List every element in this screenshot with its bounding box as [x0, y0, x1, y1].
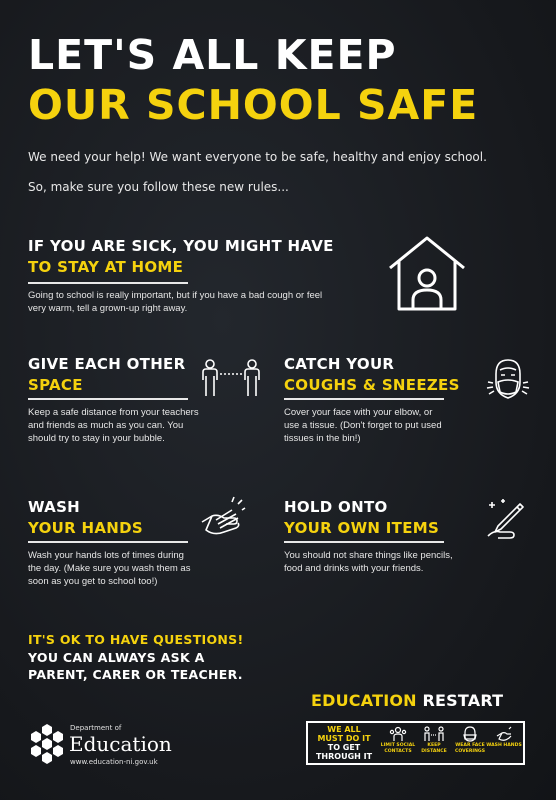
- questions-body: YOU CAN ALWAYS ASK A PARENT, CARER OR TEACHER.: [28, 650, 243, 682]
- department-label: Department of: [70, 724, 122, 732]
- hand-pencil-icon: [484, 496, 530, 542]
- badge-item-label: KEEP DISTANCE: [421, 743, 447, 754]
- sick-heading-2: TO STAY AT HOME: [28, 258, 184, 276]
- badge-item-wash-hands: [486, 726, 522, 749]
- wash-heading-2: YOUR HANDS: [28, 519, 144, 537]
- wash-body-line-3: soon as you get to school too!): [28, 576, 158, 587]
- space-body-line-3: should try to stay in your bubble.: [28, 433, 165, 444]
- badge-item-limit-contacts: [380, 726, 416, 754]
- coughs-body-line-1: Cover your face with your elbow, or: [284, 407, 433, 418]
- coughs-divider: [284, 398, 444, 400]
- items-heading-2: YOUR OWN ITEMS: [284, 519, 440, 537]
- space-divider: [28, 398, 188, 400]
- coughs-body-line-2: use a tissue. (Don't forget to put used: [284, 420, 442, 431]
- badge-slogan-line-1: WE ALL: [327, 725, 361, 734]
- badge-item-keep-distance: [416, 726, 452, 754]
- questions-heading: IT'S OK TO HAVE QUESTIONS!: [28, 632, 244, 647]
- items-divider: [284, 541, 444, 543]
- group-icon: [389, 726, 407, 742]
- sick-divider: [28, 282, 188, 284]
- space-body: [28, 406, 238, 445]
- education-restart-word-2: RESTART: [422, 691, 504, 710]
- wash-body-line-1: Wash your hands lots of times during: [28, 550, 184, 561]
- title-line-2: OUR SCHOOL SAFE: [28, 81, 479, 129]
- department-url: www.education-ni.gov.uk: [70, 758, 158, 766]
- badge-slogan-line-3: TO GET: [327, 743, 361, 752]
- washing-hands-icon: [198, 496, 246, 538]
- items-heading-1: HOLD ONTO: [284, 498, 388, 516]
- badge-item-label: WEAR FACE COVERINGS: [454, 743, 486, 754]
- campaign-badge: [306, 721, 525, 765]
- badge-slogan: [310, 725, 378, 761]
- sick-body-line-1: Going to school is really important, but if you have a bad cough or feel: [28, 290, 323, 301]
- space-heading-1: GIVE EACH OTHER: [28, 355, 186, 373]
- education-restart-word-1: EDUCATION: [311, 691, 417, 710]
- sick-heading-1: IF YOU ARE SICK, YOU MIGHT HAVE: [28, 237, 334, 255]
- coughs-heading-1: CATCH YOUR: [284, 355, 395, 373]
- items-body-line-1: You should not share things like pencils,: [284, 550, 453, 561]
- title-line-1: LET'S ALL KEEP: [28, 31, 397, 79]
- items-body-line-2: food and drinks with your friends.: [284, 563, 424, 574]
- distance-icon: [423, 726, 445, 742]
- department-name: Education: [69, 732, 172, 756]
- department-logo-icon: [28, 722, 66, 770]
- coughs-heading-2: COUGHS & SNEEZES: [284, 376, 460, 394]
- badge-slogan-line-4: THROUGH IT: [315, 752, 373, 761]
- space-heading-2: SPACE: [28, 376, 83, 394]
- wash-body: [28, 549, 238, 588]
- intro-line-1: We need your help! We want everyone to be safe, healthy and enjoy school.: [28, 150, 487, 164]
- wash-heading-1: WASH: [28, 498, 81, 516]
- coughs-body: [284, 406, 494, 445]
- space-body-line-2: and friends as much as you can. You: [28, 420, 184, 431]
- education-restart-title: [311, 691, 503, 710]
- face-covering-icon: [461, 726, 479, 742]
- wash-hands-icon: [495, 726, 513, 742]
- badge-item-label: LIMIT SOCIAL CONTACTS: [380, 743, 416, 754]
- badge-item-label: WASH HANDS: [486, 743, 522, 748]
- sick-body-line-2: very warm, tell a grown-up right away.: [28, 303, 188, 314]
- house-person-icon: [386, 234, 468, 312]
- sneeze-face-icon: [486, 356, 530, 402]
- space-body-line-1: Keep a safe distance from your teachers: [28, 407, 199, 418]
- intro-line-2: So, make sure you follow these new rules...: [28, 180, 289, 194]
- wash-divider: [28, 541, 188, 543]
- items-body: [284, 549, 504, 575]
- badge-item-face-coverings: [452, 726, 488, 754]
- sick-body: [28, 289, 358, 315]
- coughs-body-line-3: tissues in the bin!): [284, 433, 361, 444]
- distance-icon: [200, 358, 262, 398]
- wash-body-line-2: the day. (Make sure you wash them as: [28, 563, 191, 574]
- badge-slogan-line-2: MUST DO IT: [317, 734, 371, 743]
